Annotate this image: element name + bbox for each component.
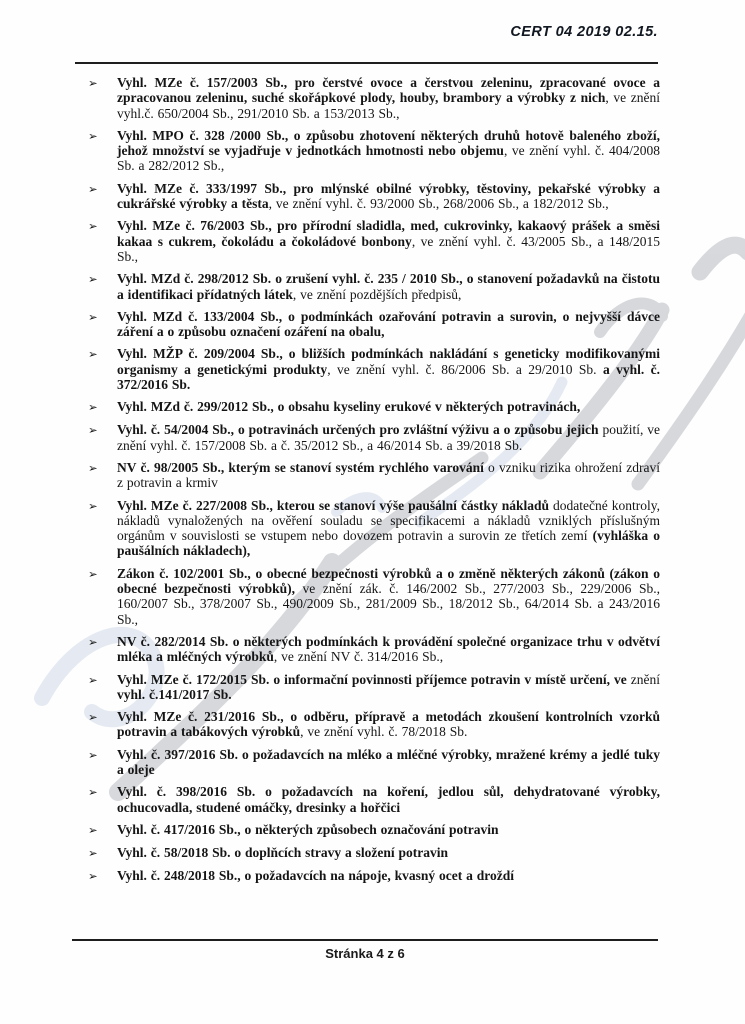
bullet-arrow-icon: ➢ [88,460,98,475]
bullet-arrow-icon: ➢ [88,785,98,800]
regulation-list [88,75,660,891]
bullet-arrow-icon: ➢ [88,566,98,581]
list-item [88,868,660,884]
regulation-text: Vyhl. MZe č. 157/2003 Sb., pro čerstvé ovoce a čerstvou zeleninu, zpracované ovoce a zpracovanou zeleninu, suché skořápkové plody, houby, brambory a výrobky z nich, ve znění vyhl.č. 650/2004 Sb., 291/2010 Sb. a 153/2013 Sb., [117,75,660,121]
list-item [88,498,660,559]
bullet-arrow-icon: ➢ [88,309,98,324]
regulation-text: Vyhl. č. 398/2016 Sb. o požadavcích na koření, jedlou sůl, dehydratované výrobky, ochucovadla, studené omáčky, dresinky a hořčici [117,784,660,815]
bullet-arrow-icon: ➢ [88,634,98,649]
list-item [88,271,660,302]
regulation-text: Vyhl. MZe č. 172/2015 Sb. o informační povinnosti příjemce potravin v místě určení, ve znění vyhl. č.141/2017 Sb. [117,671,660,702]
bullet-arrow-icon: ➢ [88,347,98,362]
regulation-text: Vyhl. č. 248/2018 Sb., o požadavcích na nápoje, kvasný ocet a droždí [117,867,515,883]
doc-code: CERT 04 2019 02.15. [510,24,658,40]
bullet-arrow-icon: ➢ [88,272,98,287]
list-item [88,218,660,264]
regulation-text: Vyhl. MZe č. 231/2016 Sb., o odběru, přípravě a metodách zkoušení kontrolních vzorků potravin a tabákových výrobků, ve znění vyhl. č. 78/2018 Sb. [117,709,660,740]
bullet-arrow-icon: ➢ [88,868,98,883]
list-item [88,822,660,838]
regulation-text: Vyhl. MZd č. 298/2012 Sb. o zrušení vyhl. č. 235 / 2010 Sb., o stanovení požadavků na čistotu a identifikaci přídatných látek, ve znění pozdějších předpisů, [117,271,660,302]
list-item [88,784,660,815]
page-footer [72,946,658,961]
list-item [88,634,660,665]
regulation-text: Vyhl. MZe č. 76/2003 Sb., pro přírodní sladidla, med, cukrovinky, kakaový prášek a směsi kakaa s cukrem, čokoládu a čokoládové bonbony, ve znění vyhl. č. 43/2005 Sb., a 148/2015 Sb., [117,218,660,264]
bullet-arrow-icon: ➢ [88,672,98,687]
bullet-arrow-icon: ➢ [88,181,98,196]
regulation-text: NV č. 98/2005 Sb., kterým se stanoví systém rychlého varování o vzniku rizika ohrožení zdraví z potravin a krmiv [117,459,660,491]
regulation-text: Zákon č. 102/2001 Sb., o obecné bezpečnosti výrobků a o změně některých zákonů (zákon o obecné bezpečnosti výrobků), ve znění zák. č. 146/2002 Sb., 277/2003 Sb., 229/2006 Sb., 160/2007 Sb., 378/2007 Sb., 490/2009 Sb., 281/2009 Sb., 18/2012 Sb., 64/2014 Sb. a 243/2016 Sb., [117,565,660,627]
regulation-text: Vyhl. č. 58/2018 Sb. o doplňcích stravy a složení potravin [117,844,449,860]
page-number: Stránka 4 z 6 [325,946,405,961]
bullet-arrow-icon: ➢ [88,76,98,90]
list-item [88,422,660,453]
bullet-arrow-icon: ➢ [88,747,98,762]
regulation-text: Vyhl. č. 54/2004 Sb., o potravinách určených pro zvláštní výživu a o způsobu jejich použití, ve znění vyhl. č. 157/2008 Sb. a č. 35/2012 Sb., a 46/2014 Sb. a 39/2018 Sb. [117,422,660,453]
list-item [88,399,660,415]
regulation-text: Vyhl. MŽP č. 209/2004 Sb., o bližších podmínkách nakládání s geneticky modifikovanými organismy a genetickými produkty, ve znění vyhl. č. 86/2006 Sb. a 29/2010 Sb. a vyhl. č. 372/2016 Sb. [117,346,660,393]
page-header [0,24,658,40]
list-item [88,460,660,491]
regulation-text: Vyhl. MZe č. 333/1997 Sb., pro mlýnské obilné výrobky, těstoviny, pekařské výrobky a cukrářské výrobky a těsta, ve znění vyhl. č. 93/2000 Sb., 268/2006 Sb., a 182/2012 Sb., [117,180,660,212]
bullet-arrow-icon: ➢ [88,219,98,234]
footer-divider [72,939,658,941]
regulation-text: Vyhl. č. 397/2016 Sb. o požadavcích na mléko a mléčné výrobky, mražené krémy a jedlé tuky a oleje [117,746,660,777]
bullet-arrow-icon: ➢ [88,498,98,513]
list-item [88,75,660,121]
bullet-arrow-icon: ➢ [88,423,98,438]
regulation-text: NV č. 282/2014 Sb. o některých podmínkách k provádění společné organizace trhu v odvětví mléka a mléčných výrobků, ve znění NV č. 314/2016 Sb., [117,633,660,665]
regulation-text: Vyhl. č. 417/2016 Sb., o některých způsobech označování potravin [117,821,499,837]
list-item [88,566,660,627]
regulation-text: Vyhl. MZd č. 133/2004 Sb., o podmínkách ozařování potravin a surovin, o nejvyšší dávce záření a o způsobu označení ozáření na obalu, [117,308,660,340]
list-item [88,845,660,861]
bullet-arrow-icon: ➢ [88,400,98,415]
regulation-text: Vyhl. MZd č. 299/2012 Sb., o obsahu kyseliny erukové v některých potravinách, [117,399,581,415]
header-divider [75,62,658,64]
list-item [88,346,660,392]
list-item [88,747,660,778]
bullet-arrow-icon: ➢ [88,128,98,143]
list-item [88,128,660,174]
bullet-arrow-icon: ➢ [88,845,98,860]
list-item [88,709,660,740]
regulation-text: Vyhl. MPO č. 328 /2000 Sb., o způsobu zhotovení některých druhů hotově baleného zboží, jehož množství se vyjadřuje v jednotkách hmotnosti nebo objemu, ve znění vyhl. č. 404/2008 Sb. a 282/2012 Sb., [117,127,660,174]
bullet-arrow-icon: ➢ [88,822,98,837]
bullet-arrow-icon: ➢ [88,710,98,725]
list-item [88,181,660,212]
list-item [88,672,660,703]
list-item [88,309,660,340]
regulation-text: Vyhl. MZe č. 227/2008 Sb., kterou se stanoví výše paušální částky nákladů dodatečné kontroly, nákladů vynaložených na ověření souladu se specifikacemi a nákladů vzniklých příslušným orgánům v souvislosti se vstupem nebo dovozem potravin a surovin ze třetích zemí (vyhláška o paušálních nákladech), [117,497,660,559]
